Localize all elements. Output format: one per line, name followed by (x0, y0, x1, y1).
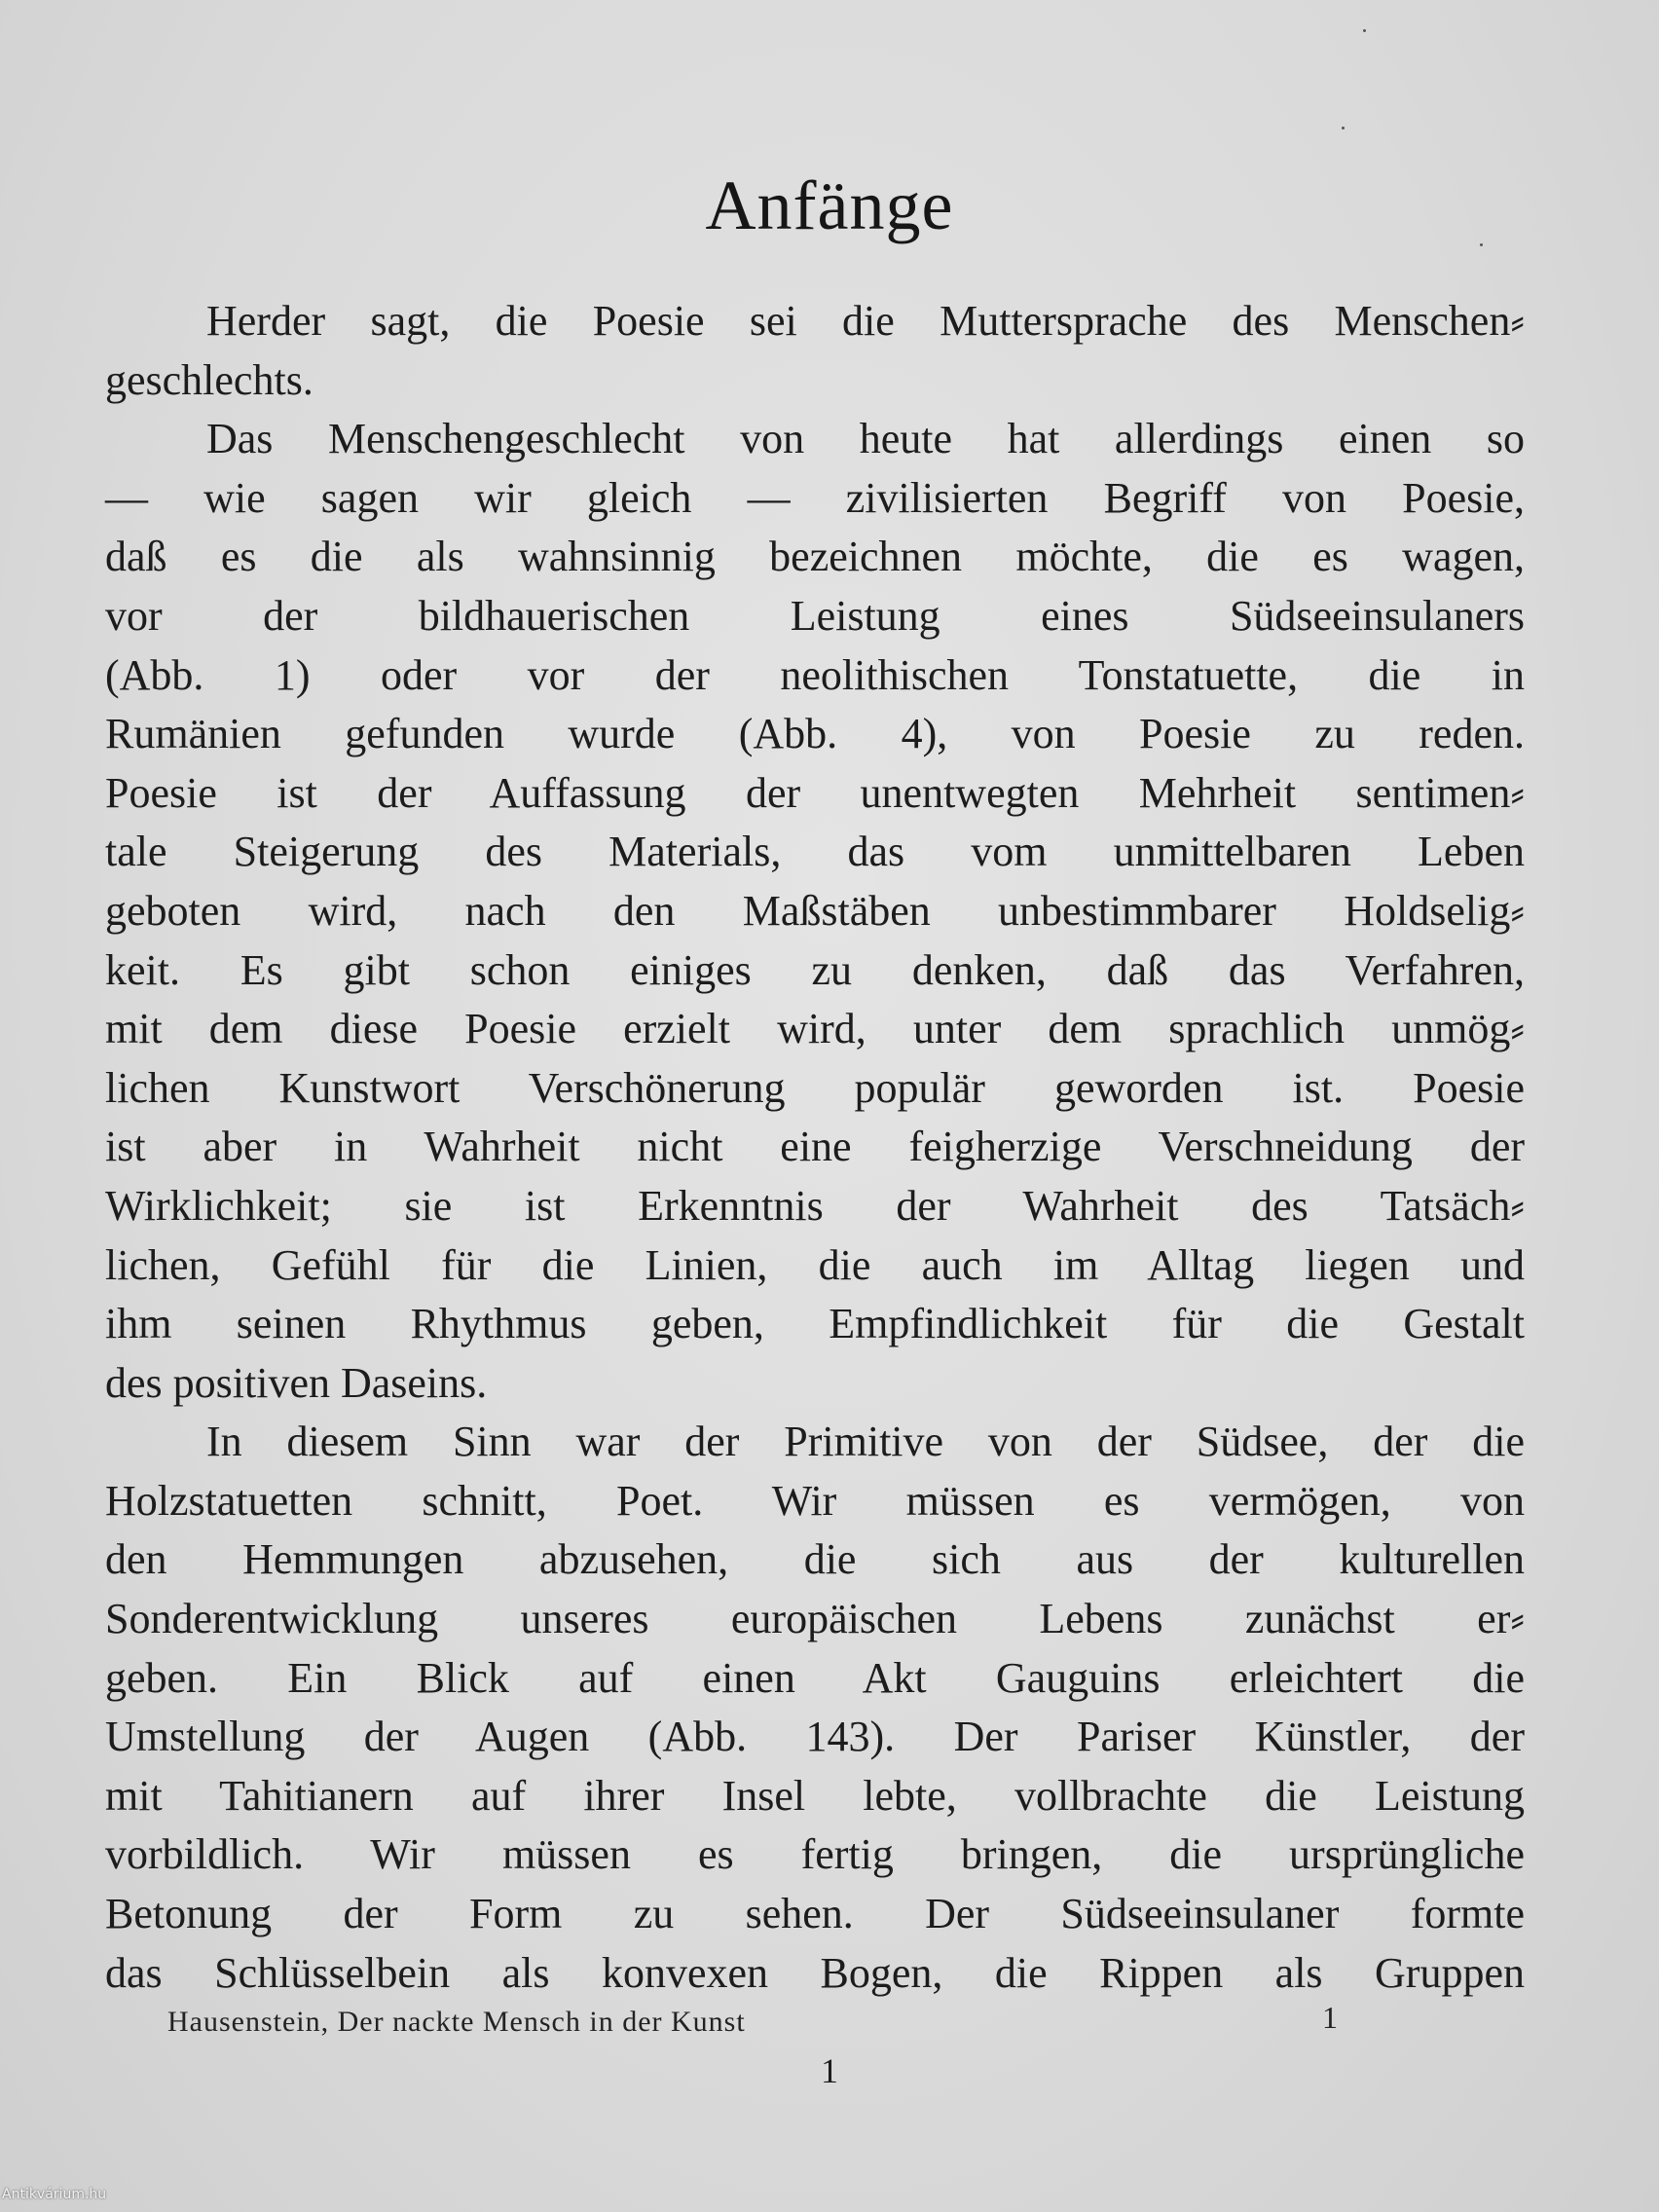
text-line: Sonderentwicklung unseres europäischen Lebens zunächst er⸗ (105, 1595, 1525, 1643)
text-line: ihm seinen Rhythmus geben, Empfindlichkeit für die Gestalt (105, 1300, 1525, 1348)
text-line: Holzstatuetten schnitt, Poet. Wir müssen es vermögen, von (105, 1476, 1525, 1525)
text-line: (Abb. 1) oder vor der neolithischen Tonstatuette, die in (105, 650, 1525, 699)
text-line: des positiven Daseins. (105, 1358, 488, 1407)
text-line: geben. Ein Blick auf einen Akt Gauguins erleichtert die (105, 1653, 1525, 1702)
text-line: mit dem diese Poesie erzielt wird, unter dem sprachlich unmög⸗ (105, 1005, 1525, 1053)
text-line: daß es die als wahnsinnig bezeichnen möchte, die es wagen, (105, 533, 1525, 581)
body-text (105, 292, 1525, 2003)
text-line: lichen, Gefühl für die Linien, die auch im Alltag liegen und (105, 1240, 1525, 1289)
footer-imprint: Hausenstein, Der nackte Mensch in der Kunst (167, 2006, 746, 2038)
watermark: Antikvárium.hu (2, 2187, 107, 2202)
text-line: Das Menschengeschlecht von heute hat allerdings einen so (206, 415, 1525, 463)
text-line: Wirklichkeit; sie ist Erkenntnis der Wahrheit des Tatsäch⸗ (105, 1181, 1525, 1230)
text-line: Herder sagt, die Poesie sei die Muttersprache des Menschen⸗ (206, 297, 1525, 345)
paper-speck (1363, 29, 1366, 32)
text-line: mit Tahitianern auf ihrer Insel lebte, vollbrachte die Leistung (105, 1771, 1525, 1820)
text-line: das Schlüsselbein als konvexen Bogen, die Rippen als Gruppen (105, 1948, 1525, 1997)
text-line: Betonung der Form zu sehen. Der Südseeinsulaner formte (105, 1890, 1525, 1938)
chapter-title: Anfänge (705, 166, 954, 244)
text-line: — wie sagen wir gleich — zivilisierten Begriff von Poesie, (105, 473, 1525, 522)
text-line: vor der bildhauerischen Leistung eines Südseeinsulaners (105, 591, 1525, 640)
footer-signature: 1 (1322, 2000, 1338, 2035)
text-line: geboten wird, nach den Maßstäben unbestimmbarer Holdselig⸗ (105, 886, 1525, 935)
text-line: In diesem Sinn war der Primitive von der Südsee, der die (206, 1418, 1525, 1466)
text-line: ist aber in Wahrheit nicht eine feigherzige Verschneidung der (105, 1123, 1525, 1171)
text-line: Umstellung der Augen (Abb. 143). Der Pariser Künstler, der (105, 1713, 1525, 1761)
text-line: lichen Kunstwort Verschönerung populär geworden ist. Poesie (105, 1063, 1525, 1112)
text-line: Poesie ist der Auffassung der unentwegten Mehrheit sentimen⸗ (105, 768, 1525, 817)
text-line: geschlechts. (105, 355, 313, 404)
text-line: den Hemmungen abzusehen, die sich aus der kulturellen (105, 1535, 1525, 1584)
text-line: Rumänien gefunden wurde (Abb. 4), von Poesie zu reden. (105, 710, 1525, 758)
text-line: tale Steigerung des Materials, das vom unmittelbaren Leben (105, 828, 1525, 876)
text-line: vorbildlich. Wir müssen es fertig bringen, die ursprüngliche (105, 1830, 1525, 1879)
page-number: 1 (821, 2051, 838, 2090)
paper-speck (1342, 127, 1345, 129)
text-line: keit. Es gibt schon einiges zu denken, daß das Verfahren, (105, 945, 1525, 994)
